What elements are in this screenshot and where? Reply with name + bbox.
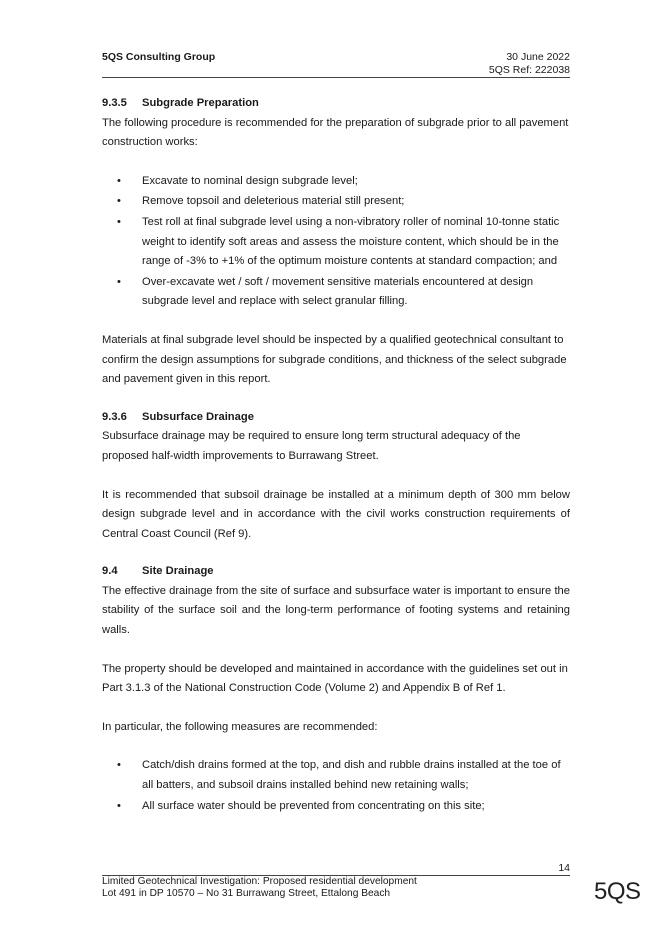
company-logo: 5QS: [594, 878, 641, 905]
document-body: [102, 94, 570, 817]
list-item: • Over-excavate wet / soft / movement sensitive materials encountered at design subgrade level and replace with select granular filling.: [117, 275, 534, 308]
company-name: 5QS Consulting Group: [102, 51, 216, 63]
page-header: [102, 51, 570, 78]
bullet-list: [102, 756, 570, 816]
paragraph: Materials at final subgrade level should be inspected by a qualified geotechnical consultant to confirm the design assumptions for subgrade conditions, and thickness of the select subgrade and pavement given in this report.: [102, 333, 567, 386]
list-item: • Catch/dish drains formed at the top, and dish and rubble drains installed at the toe of all batters, and subsoil drains installed behind new retaining walls;: [117, 759, 561, 792]
section-heading-9-3-6: [102, 408, 570, 428]
section-title: Subgrade Preparation: [142, 97, 259, 109]
list-item: • All surface water should be prevented from concentrating on this site;: [117, 799, 485, 812]
section-number: 9.3.6: [102, 410, 127, 423]
report-reference: 5QS Ref: 222038: [488, 64, 570, 76]
list-item: • Excavate to nominal design subgrade level;: [117, 174, 358, 187]
list-item: • Remove topsoil and deleterious material still present;: [117, 195, 405, 208]
header-meta: [489, 51, 570, 77]
paragraph: The following procedure is recommended for the preparation of subgrade prior to all pavement construction works:: [102, 116, 569, 149]
section-title: Subsurface Drainage: [142, 410, 254, 423]
section-heading-9-4: [102, 562, 570, 582]
paragraph: The effective drainage from the site of surface and subsurface water is important to ensure the stability of the surface soil and the long-term performance of footing systems and retaining walls.: [102, 584, 570, 637]
paragraph: Subsurface drainage may be required to ensure long term structural adequacy of the proposed half-width improvements to Burrawang Street.: [102, 430, 521, 462]
bullet-list: [102, 172, 570, 312]
section-number: 9.4: [102, 565, 118, 578]
paragraph: The property should be developed and maintained in accordance with the guidelines set out in Part 3.1.3 of the National Construction Code (Volume 2) and Appendix B of Ref 1.: [102, 662, 568, 695]
paragraph: In particular, the following measures are recommended:: [102, 720, 378, 733]
section-heading-9-3-5: [102, 94, 570, 114]
paragraph: It is recommended that subsoil drainage be installed at a minimum depth of 300 mm below design subgrade level and in accordance with the civil works construction requirements of Central Coast Council (Ref 9).: [102, 488, 570, 540]
footer-caption: [102, 876, 417, 900]
list-item: • Test roll at final subgrade level using a non-vibratory roller of nominal 10-tonne static weight to identify soft areas and assess the moisture content, which should be in the range of -3% to +1% of the optimum moisture contents at standard compaction; and: [117, 215, 560, 268]
section-title: Site Drainage: [142, 565, 214, 578]
footer-line: Lot 491 in DP 10570 – No 31 Burrawang Street, Ettalong Beach: [102, 888, 391, 899]
footer-line: Limited Geotechnical Investigation: Proposed residential development: [102, 876, 417, 887]
section-number: 9.3.5: [102, 97, 127, 109]
report-date: 30 June 2022: [506, 51, 570, 63]
page-number: 14: [558, 862, 570, 874]
